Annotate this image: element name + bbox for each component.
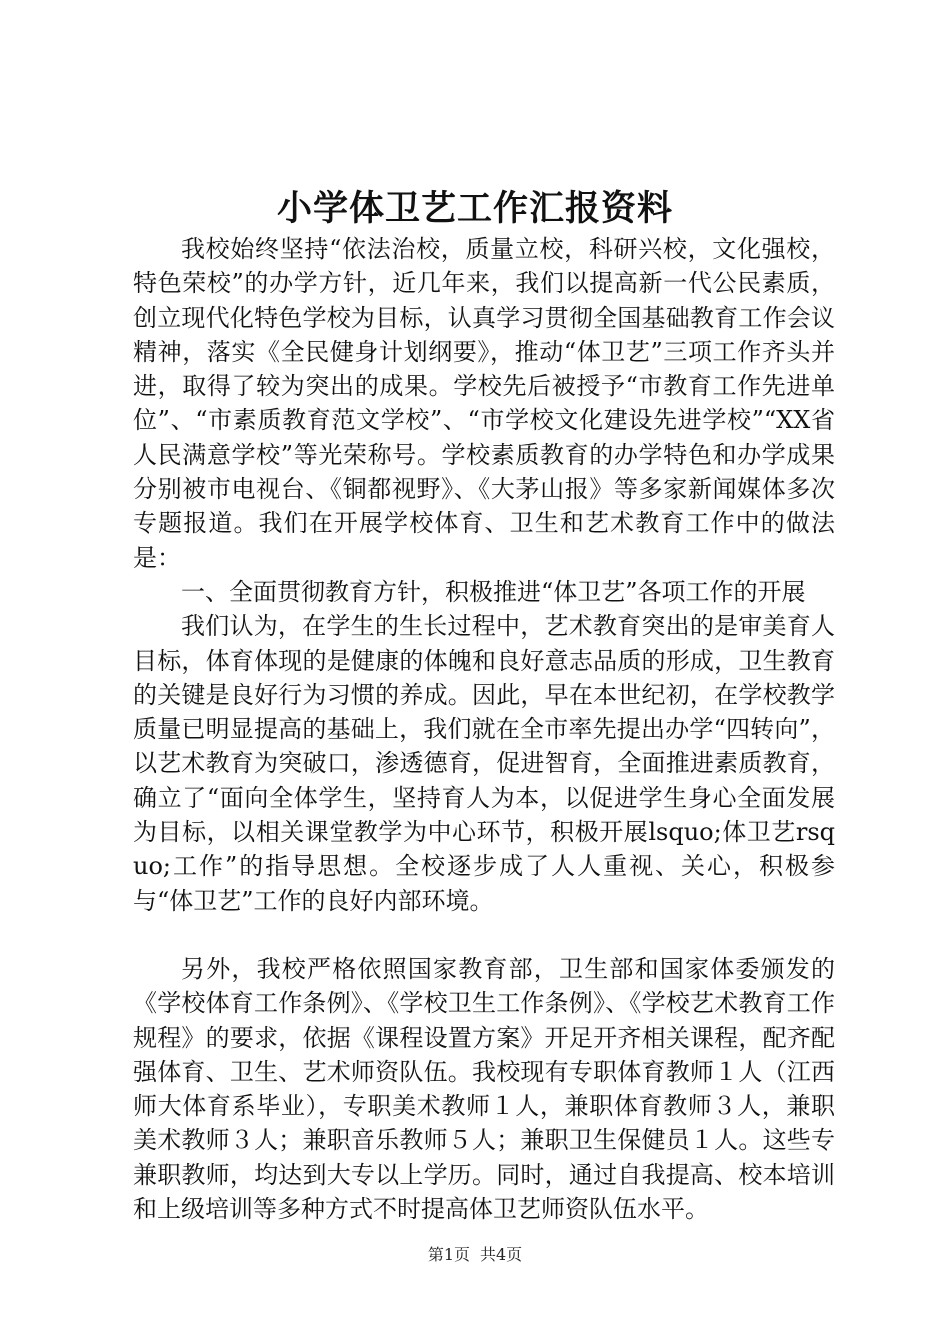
page-footer <box>0 1244 950 1266</box>
paragraph-philosophy: 我们认为，在学生的生长过程中，艺术教育突出的是审美育人目标，体育体现的是健康的体魄和良好意志品质的形成，卫生教育的关键是良好行为习惯的养成。因此，早在本世纪初，在学校教学质量已明显提高的基础上，我们就在全市率先提出办学“四转向”，以艺术教育为突破口，渗透德育，促进智育，全面推进素质教育，确立了“面向全体学生，坚持育人为本，以促进学生身心全面发展为目标，以相关课堂教学为中心环节，积极开展lsquo;体卫艺rsquo;工作”的指导思想。全校逐步成了人人重视、关心，积极参与“体卫艺”工作的良好内部环境。 <box>133 612 835 915</box>
paragraph-intro: 我校始终坚持“依法治校，质量立校，科研兴校，文化强校，特色荣校”的办学方针，近几年来，我们以提高新一代公民素质，创立现代化特色学校为目标，认真学习贯彻全国基础教育工作会议精神，落实《全民健身计划纲要》，推动“体卫艺”三项工作齐头并进，取得了较为突出的成果。学校先后被授予“市教育工作先进单位”、“市素质教育范文学校”、“市学校文化建设先进学校”“XX省人民满意学校”等光荣称号。学校素质教育的办学特色和办学成果分别被市电视台、《铜都视野》、《大茅山报》等多家新闻媒体多次专题报道。我们在开展学校体育、卫生和艺术教育工作中的做法是： <box>133 235 835 572</box>
paragraph-staffing: 另外，我校严格依照国家教育部，卫生部和国家体委颁发的《学校体育工作条例》、《学校卫生工作条例》、《学校艺术教育工作规程》的要求，依据《课程设置方案》开足开齐相关课程，配齐配强体育、卫生、艺术师资队伍。我校现有专职体育教师１人（江西师大体育系毕业），专职美术教师１人，兼职体育教师３人，兼职美术教师３人；兼职音乐教师５人；兼职卫生保健员１人。这些专兼职教师，均达到大专以上学历。同时，通过自我提高、校本培训和上级培训等多种方式不时提高体卫艺师资队伍水平。 <box>133 954 835 1224</box>
section-heading-1: 一、全面贯彻教育方针，积极推进“体卫艺”各项工作的开展 <box>181 577 806 606</box>
document-title: 小学体卫艺工作汇报资料 <box>276 188 673 229</box>
page-total: 共4页 <box>480 1245 523 1264</box>
document-body <box>133 232 835 1226</box>
page-number: 第1页 <box>427 1245 470 1264</box>
paragraph-spacer <box>133 918 835 952</box>
